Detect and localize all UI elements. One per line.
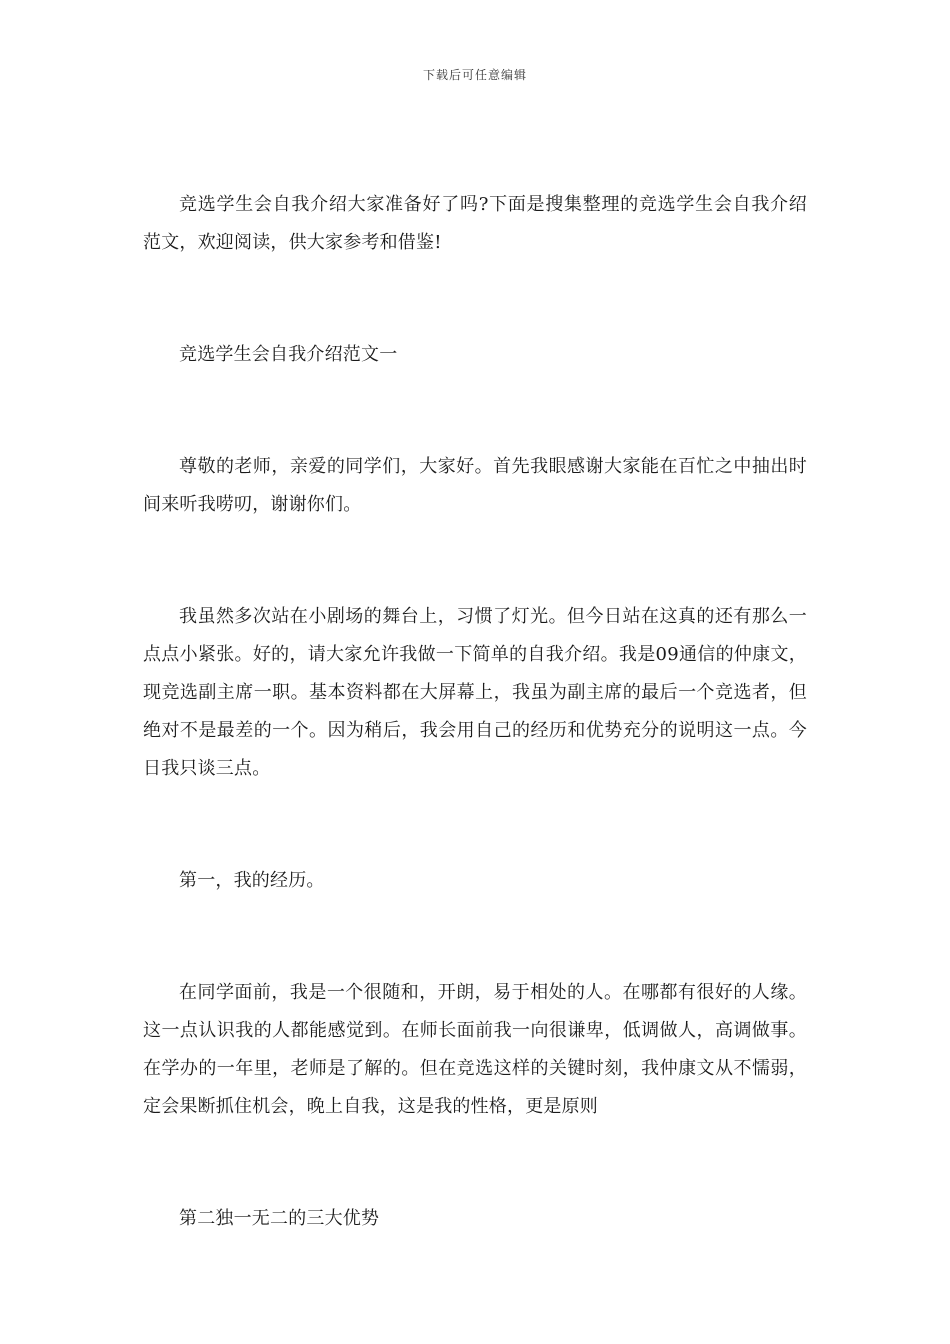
section-heading: 竞选学生会自我介绍范文一 bbox=[179, 344, 398, 365]
experience-paragraph: 在同学面前，我是一个很随和，开朗，易于相处的人。在哪都有很好的人缘。这一点认识我的人都能感觉到。在师长面前我一向很谦卑，低调做人，高调做事。在学办的一年里，老师是了解的。但在竞选这样的关键时刻，我仲康文从不懦弱，定会果断抓住机会，晚上自我，这是我的性格，更是原则 bbox=[143, 982, 807, 1117]
paragraph-gap bbox=[143, 374, 807, 448]
document-body bbox=[143, 186, 807, 1238]
paragraph-gap bbox=[143, 524, 807, 598]
self-intro-paragraph: 我虽然多次站在小剧场的舞台上，习惯了灯光。但今日站在这真的还有那么一点点小紧张。好的，请大家允许我做一下简单的自我介绍。我是09通信的仲康文，现竞选副主席一职。基本资料都在大屏幕上，我虽为副主席的最后一个竞选者，但绝对不是最差的一个。因为稍后，我会用自己的经历和优势充分的说明这一点。今日我只谈三点。 bbox=[143, 606, 807, 779]
paragraph-gap bbox=[143, 788, 807, 862]
greeting-paragraph: 尊敬的老师，亲爱的同学们，大家好。首先我眼感谢大家能在百忙之中抽出时间来听我唠叨，谢谢你们。 bbox=[143, 456, 807, 515]
point-two-heading: 第二独一无二的三大优势 bbox=[179, 1208, 380, 1229]
paragraph-gap bbox=[143, 1126, 807, 1200]
paragraph-gap bbox=[143, 262, 807, 336]
page-header-note: 下载后可任意编辑 bbox=[422, 68, 527, 82]
point-one-heading: 第一，我的经历。 bbox=[179, 870, 325, 891]
intro-paragraph: 竞选学生会自我介绍大家准备好了吗?下面是搜集整理的竞选学生会自我介绍范文，欢迎阅读，供大家参考和借鉴! bbox=[143, 194, 807, 253]
paragraph-gap bbox=[143, 900, 807, 974]
